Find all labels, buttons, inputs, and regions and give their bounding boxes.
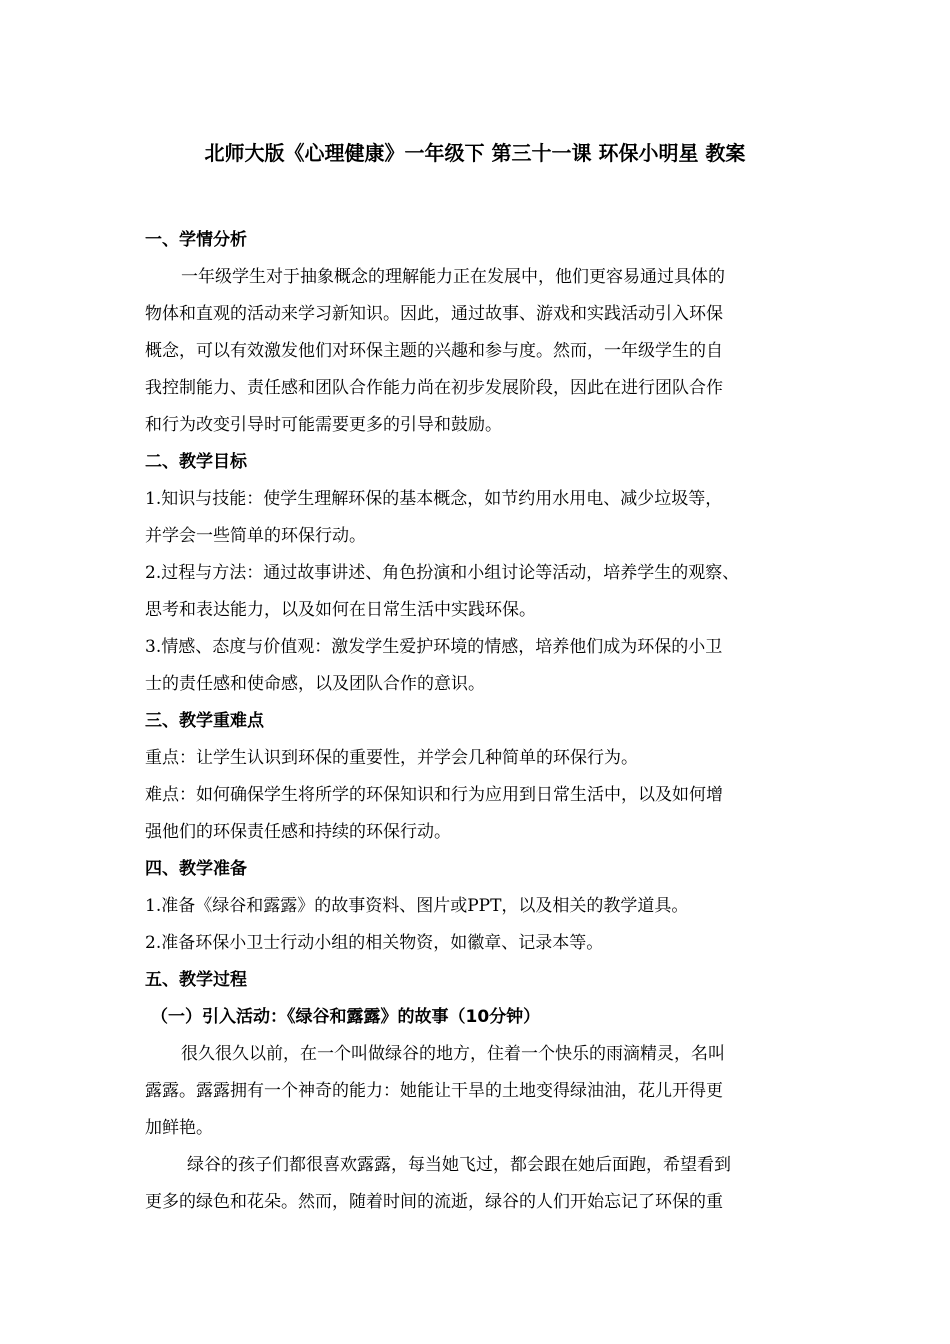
- body-text-line: 难点：如何确保学生将所学的环保知识和行为应用到日常生活中，以及如何增: [145, 785, 723, 805]
- document-body: [145, 222, 810, 1221]
- body-text-line: 物体和直观的活动来学习新知识。因此，通过故事、游戏和实践活动引入环保: [145, 304, 723, 324]
- body-text-line: 很久很久以前，在一个叫做绿谷的地方，住着一个快乐的雨滴精灵，名叫: [181, 1044, 725, 1064]
- body-text-line: 更多的绿色和花朵。然而，随着时间的流逝，绿谷的人们开始忘记了环保的重: [145, 1192, 723, 1212]
- body-text-line: 1.准备《绿谷和露露》的故事资料、图片或PPT，以及相关的教学道具。: [145, 896, 689, 916]
- body-text-line: 思考和表达能力，以及如何在日常生活中实践环保。: [145, 600, 536, 620]
- body-text-line: 重点：让学生认识到环保的重要性，并学会几种简单的环保行为。: [145, 748, 638, 768]
- body-text-line: 3.情感、态度与价值观：激发学生爱护环境的情感，培养他们成为环保的小卫: [145, 637, 723, 657]
- body-text-line: 概念，可以有效激发他们对环保主题的兴趣和参与度。然而，一年级学生的自: [145, 341, 723, 361]
- body-text-line: 并学会一些简单的环保行动。: [145, 526, 366, 546]
- body-text-line: 2.过程与方法：通过故事讲述、角色扮演和小组讨论等活动，培养学生的观察、: [145, 563, 740, 583]
- body-text-line: 2.准备环保小卫士行动小组的相关物资，如徽章、记录本等。: [145, 933, 604, 953]
- section-heading: 五、教学过程: [145, 970, 247, 990]
- body-text-line: 绿谷的孩子们都很喜欢露露，每当她飞过，都会跟在她后面跑，希望看到: [187, 1155, 731, 1175]
- body-text-line: 强他们的环保责任感和持续的环保行动。: [145, 822, 451, 842]
- body-text-line: 1.知识与技能：使学生理解环保的基本概念，如节约用水用电、减少垃圾等，: [145, 489, 723, 509]
- body-text-line: 加鲜艳。: [145, 1118, 213, 1138]
- body-text-line: 我控制能力、责任感和团队合作能力尚在初步发展阶段，因此在进行团队合作: [145, 378, 723, 398]
- document-title: 北师大版《心理健康》一年级下 第三十一课 环保小明星 教案: [204, 141, 746, 165]
- body-text-line: 士的责任感和使命感，以及团队合作的意识。: [145, 674, 485, 694]
- body-text-line: 和行为改变引导时可能需要更多的引导和鼓励。: [145, 415, 502, 435]
- section-heading: 三、教学重难点: [145, 711, 264, 731]
- section-heading: （一）引入活动：《绿谷和露露》的故事（10分钟）: [151, 1007, 541, 1027]
- body-text-line: 一年级学生对于抽象概念的理解能力正在发展中，他们更容易通过具体的: [181, 267, 725, 287]
- section-heading: 四、教学准备: [145, 859, 247, 879]
- section-heading: 一、学情分析: [145, 230, 247, 250]
- body-text-line: 露露。露露拥有一个神奇的能力：她能让干旱的土地变得绿油油，花儿开得更: [145, 1081, 723, 1101]
- section-heading: 二、教学目标: [145, 452, 247, 472]
